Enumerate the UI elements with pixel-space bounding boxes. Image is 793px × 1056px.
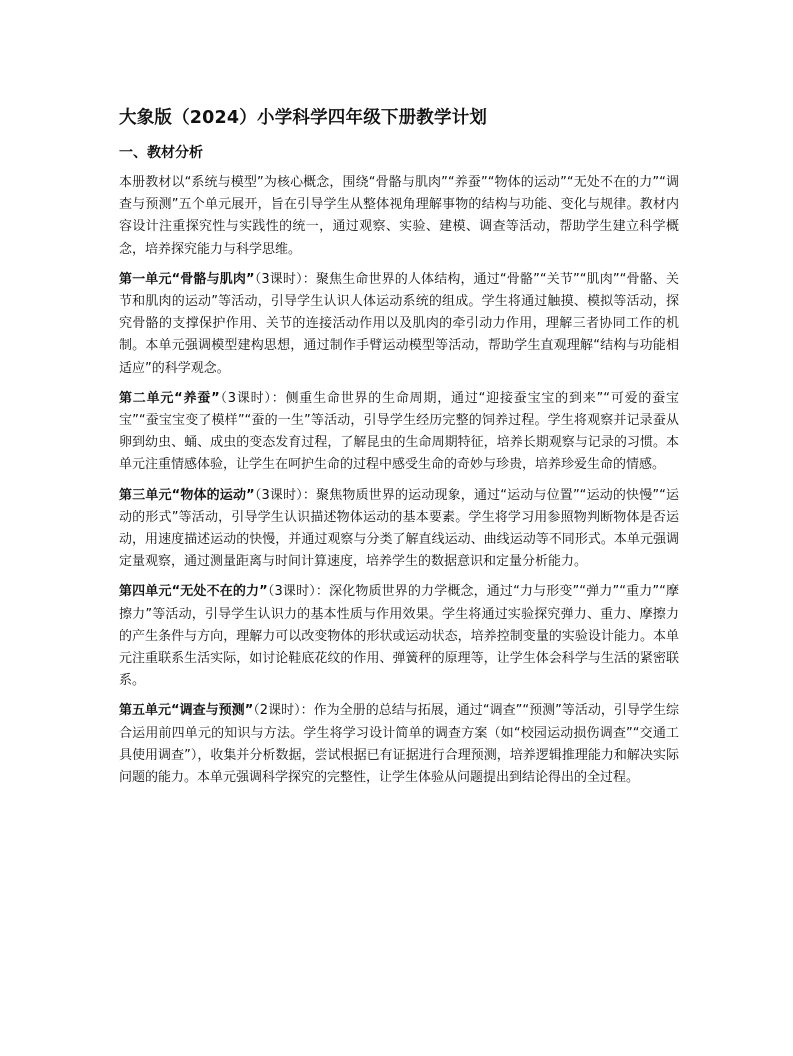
document-page bbox=[119, 104, 679, 797]
unit-4-text: （3课时）：深化物质世界的力学概念，通过“力与形变”“弹力”“重力”“摩擦力”等活动，引导学生认识力的基本性质与作用效果。学生将通过实验探究弹力、重力、摩擦力的产生条件与方向，理解力可以改变物体的形状或运动状态，培养控制变量的实验设计能力。本单元注重联系生活实际，如讨论鞋底花纹的作用、弹簧秤的原理等，让学生体会科学与生活的紧密联系。 bbox=[119, 584, 679, 689]
unit-1-paragraph bbox=[119, 269, 679, 380]
unit-5-text: （2课时）：作为全册的总结与拓展，通过“调查”“预测”等活动，引导学生综合运用前四单元的知识与方法。学生将学习设计简单的调查方案（如“校园运动损伤调查”“交通工具使用调查”），收集并分析数据，尝试根据已有证据进行合理预测，培养逻辑推理能力和解决实际问题的能力。本单元强调科学探究的完整性，让学生体验从问题提出到结论得出的全过程。 bbox=[119, 703, 679, 786]
unit-1-title: 第一单元“骨骼与肌肉” bbox=[119, 271, 255, 287]
unit-4-paragraph bbox=[119, 581, 679, 692]
unit-4-title: 第四单元“无处不在的力” bbox=[119, 584, 268, 600]
unit-5-paragraph bbox=[119, 700, 679, 789]
unit-3-text: （3课时）：聚焦物质世界的运动现象，通过“运动与位置”“运动的快慢”“运动的形式”等活动，引导学生认识描述物体运动的基本要素。学生将学习用参照物判断物体是否运动，用速度描述运动的快慢，并通过观察与分类了解直线运动、曲线运动等不同形式。本单元强调定量观察，通过测量距离与时间计算速度，培养学生的数据意识和定量分析能力。 bbox=[119, 487, 679, 570]
unit-2-paragraph bbox=[119, 388, 679, 477]
unit-3-title: 第三单元“物体的运动” bbox=[119, 487, 255, 503]
document-title: 大象版（2024）小学科学四年级下册教学计划 bbox=[119, 108, 488, 128]
unit-1-text: （3课时）：聚焦生命世界的人体结构，通过“骨骼”“关节”“肌肉”“骨骼、关节和肌肉的运动”等活动，引导学生认识人体运动系统的组成。学生将通过触摸、模拟等活动，探究骨骼的支撑保护作用、关节的连接活动作用以及肌肉的牵引动力作用，理解三者协同工作的机制。本单元强调模型建构思想，通过制作手臂运动模型等活动，帮助学生直观理解“结构与功能相适应”的科学观念。 bbox=[119, 271, 679, 376]
section-heading-textbook-analysis: 一、教材分析 bbox=[119, 145, 203, 161]
intro-paragraph: 本册教材以“系统与模型”为核心概念，围绕“骨骼与肌肉”“养蚕”“物体的运动”“无处不在的力”“调查与预测”五个单元展开，旨在引导学生从整体视角理解事物的结构与功能、变化与规律。教材内容设计注重探究性与实践性的统一，通过观察、实验、建模、调查等活动，帮助学生建立科学概念，培养探究能力与科学思维。 bbox=[119, 175, 679, 257]
unit-5-title: 第五单元“调查与预测” bbox=[119, 703, 254, 719]
unit-2-text: （3课时）：侧重生命世界的生命周期，通过“迎接蚕宝宝的到来”“可爱的蚕宝宝”“蚕宝宝变了模样”“蚕的一生”等活动，引导学生经历完整的饲养过程。学生将观察并记录蚕从卵到幼虫、蛹、成虫的变态发育过程，了解昆虫的生命周期特征，培养长期观察与记录的习惯。本单元注重情感体验，让学生在呵护生命的过程中感受生命的奇妙与珍贵，培养珍爱生命的情感。 bbox=[119, 390, 679, 473]
unit-3-paragraph bbox=[119, 485, 679, 574]
unit-2-title: 第二单元“养蚕” bbox=[119, 390, 220, 406]
